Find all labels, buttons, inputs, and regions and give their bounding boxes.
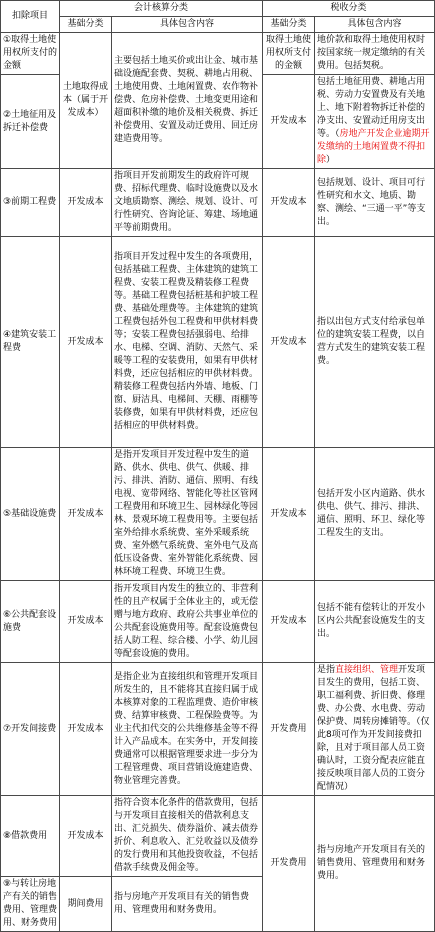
table-row [1, 448, 435, 581]
tax-basic-cell: 开发成本 [263, 75, 315, 169]
item-cell: ⑦开发间接费 [1, 663, 60, 796]
acc-basic-cell: 开发成本 [60, 237, 112, 448]
acc-content-cell: 是指企业为直接组织和管理开发项目所发生的，且不能将其直接归属于成本核算对象的工程监理费、造价审核费、结算审核费、工程保险费等。为业主代扣代交的公共维修基金等不得计入产品成本。在实务中，开发间接费通常可以根据管理要求进一步分为工程管理费、项目营销设施建造费、物业管理完善费。 [112, 663, 263, 796]
header-accounting: 会计核算分类 [60, 1, 263, 17]
table-row [1, 796, 435, 877]
acc-basic-cell: 开发成本 [60, 581, 112, 663]
tax-basic-cell: 取得土地使用权所支付的金额 [263, 33, 315, 75]
tax-content-highlight: 直接组织、管理 [335, 665, 399, 675]
table-row [1, 169, 435, 237]
acc-basic-cell: 土地取得成本（属于开发成本） [60, 33, 112, 169]
item-cell: ⑧借款费用 [1, 796, 60, 877]
tax-content-cell: 包括规划、设计、项目可行性研究和水文、地质、勘察、测绘、“三通一平”等支出。 [315, 169, 435, 237]
tax-content-prefix: 是指 [317, 665, 336, 675]
acc-basic-cell: 开发成本 [60, 169, 112, 237]
table-row [1, 237, 435, 448]
header-item: 扣除项目 [1, 1, 60, 33]
tax-basic-cell: 开发费用 [263, 663, 315, 796]
acc-content-cell: 指项目开发过程中发生的各项费用，包括基础工程费、主体建筑的建筑工程费、安装工程费及精装修工程费等。基础工程费包括桩基和护坡工程费、基础处理费等。主体建筑的建筑工程费包括外包工程费和甲供材料费等；安装工程费包括强弱电、给排水、电梯、空调、消防、天然气、采暖等工程的安装费用，如果有甲供材料费，还应包括相应的甲供材料费。精装修工程费包括内外墙、地板、门窗、厨洁具、电梯间、天棚、雨棚等装修费，如果有甲供材料费，还应包括相应的甲供材料费。 [112, 237, 263, 448]
header-tax: 税收分类 [263, 1, 435, 17]
acc-basic-cell: 开发成本 [60, 663, 112, 796]
acc-content-cell: 是指开发项目开发过程中发生的道路、供水、供电、供气、供暖、排污、排洪、消防、通信、照明、有线电视、宽带网络、智能化等社区管网工程费用和环境卫生、园林绿化等园林、景观环境工程费用等。主要包括室外给排水系统费、室外采暖系统费、室外燃气系统费、室外电气及高低压设备费、室外智能化系统费、园林环境工程费、环境卫生费。 [112, 448, 263, 581]
tax-basic-cell: 开发成本 [263, 169, 315, 237]
header-tax-content: 具体包含内容 [315, 17, 435, 33]
tax-content-highlight: 房地产开发企业逾期开发缴纳的土地闲置费不得扣除 [317, 129, 430, 165]
table-row [1, 581, 435, 663]
table-row [1, 663, 435, 796]
tax-content-cell [315, 663, 435, 796]
item-cell: ①取得土地使用权所支付的金额 [1, 33, 60, 75]
header-row-top [1, 1, 435, 17]
tax-basic-cell: 开发成本 [263, 581, 315, 663]
header-acc-content: 具体包含内容 [112, 17, 263, 33]
item-cell: ⑨与转让房地产有关的销售费用、管理费用、财务费用 [1, 877, 60, 932]
tax-content-text: 开发项目发生的费用，包括工资、职工福利费、折旧费、修理费、办公费、水电费、劳动保护费、周转房摊销等。（仅此8项可作为开发间接费扣除，且对于项目部人员工资确认时，工资分配表应能直接反映项目部人员的工资分配情况） [317, 665, 430, 792]
header-acc-basic: 基础分类 [60, 17, 112, 33]
item-cell: ②土地征用及拆迁补偿费 [1, 75, 60, 169]
tax-content-tail: ） [326, 155, 336, 165]
tax-content-text: 包括土地征用费、耕地占用税、劳动力安置费及有关地上、地下附着物拆迁补偿的净支出、安置动迁用房支出等。（ [317, 77, 426, 139]
item-cell: ③前期工程费 [1, 169, 60, 237]
acc-basic-cell: 期间费用 [60, 877, 112, 932]
item-cell: ⑤基础设施费 [1, 448, 60, 581]
header-row-sub [1, 17, 435, 33]
tax-basic-cell: 开发成本 [263, 448, 315, 581]
tax-content-cell [315, 75, 435, 169]
acc-content-cell: 指项目开发前期发生的政府许可规费、招标代理费、临时设施费以及水文地质勘察、测绘、规划、设计、可行性研究、咨询论证、筹建、场地通平等前期费用。 [112, 169, 263, 237]
tax-content-cell: 地价款和取得土地使用权时按国家统一规定缴纳的有关费用。包括契税。 [315, 33, 435, 75]
tax-content-cell: 指以出包方式支付给承包单位的建筑安装工程费，以自营方式发生的建筑安装工程费。 [315, 237, 435, 448]
acc-content-cell: 指符合资本化条件的借款费用，包括与开发项目直接相关的借款利息支出、汇兑损失、债券溢价、减去债券折价、利息收入、汇兑收益以及债券的发行费用和其他投资收益，不包括借款手续费及佣金等。 [112, 796, 263, 877]
tax-basic-cell: 开发成本 [263, 237, 315, 448]
tax-content-cell: 指与房地产开发项目有关的销售费用、管理费用和财务费用。 [315, 796, 435, 932]
tax-content-cell: 包括开发小区内道路、供水供电、供气、排污、排洪、通信、照明、环卫、绿化等工程发生的支出。 [315, 448, 435, 581]
acc-content-cell: 指与房地产开发项目有关的销售费用、管理费用和财务费用。 [112, 877, 263, 932]
acc-content-cell: 指开发项目内发生的独立的、非营利性的且产权属于全体业主的，或无偿赠与地方政府、政府公共事业单位的公共配套设施费用等。配套设施费包括人防工程、综合楼、小学、幼儿园等配套设施的费用。 [112, 581, 263, 663]
table-row [1, 33, 435, 75]
acc-basic-cell: 开发成本 [60, 796, 112, 877]
tax-content-cell: 包括不能有偿转让的开发小区内公共配套设施发生的支出。 [315, 581, 435, 663]
item-cell: ④建筑安装工程费 [1, 237, 60, 448]
acc-content-cell: 主要包括土地买价或出让金、城市基础设施配套费、契税、耕地占用税、土地使用费、土地闲置费、农作物补偿费、危房补偿费、土地变更用途和超面积补缴的地价及相关税费、拆迁补偿费用、安置及动迁费用、回迁房建造费用等。 [112, 33, 263, 169]
header-tax-basic: 基础分类 [263, 17, 315, 33]
acc-basic-cell: 开发成本 [60, 448, 112, 581]
item-cell: ⑥公共配套设施费 [1, 581, 60, 663]
tax-basic-cell: 开发费用 [263, 796, 315, 932]
